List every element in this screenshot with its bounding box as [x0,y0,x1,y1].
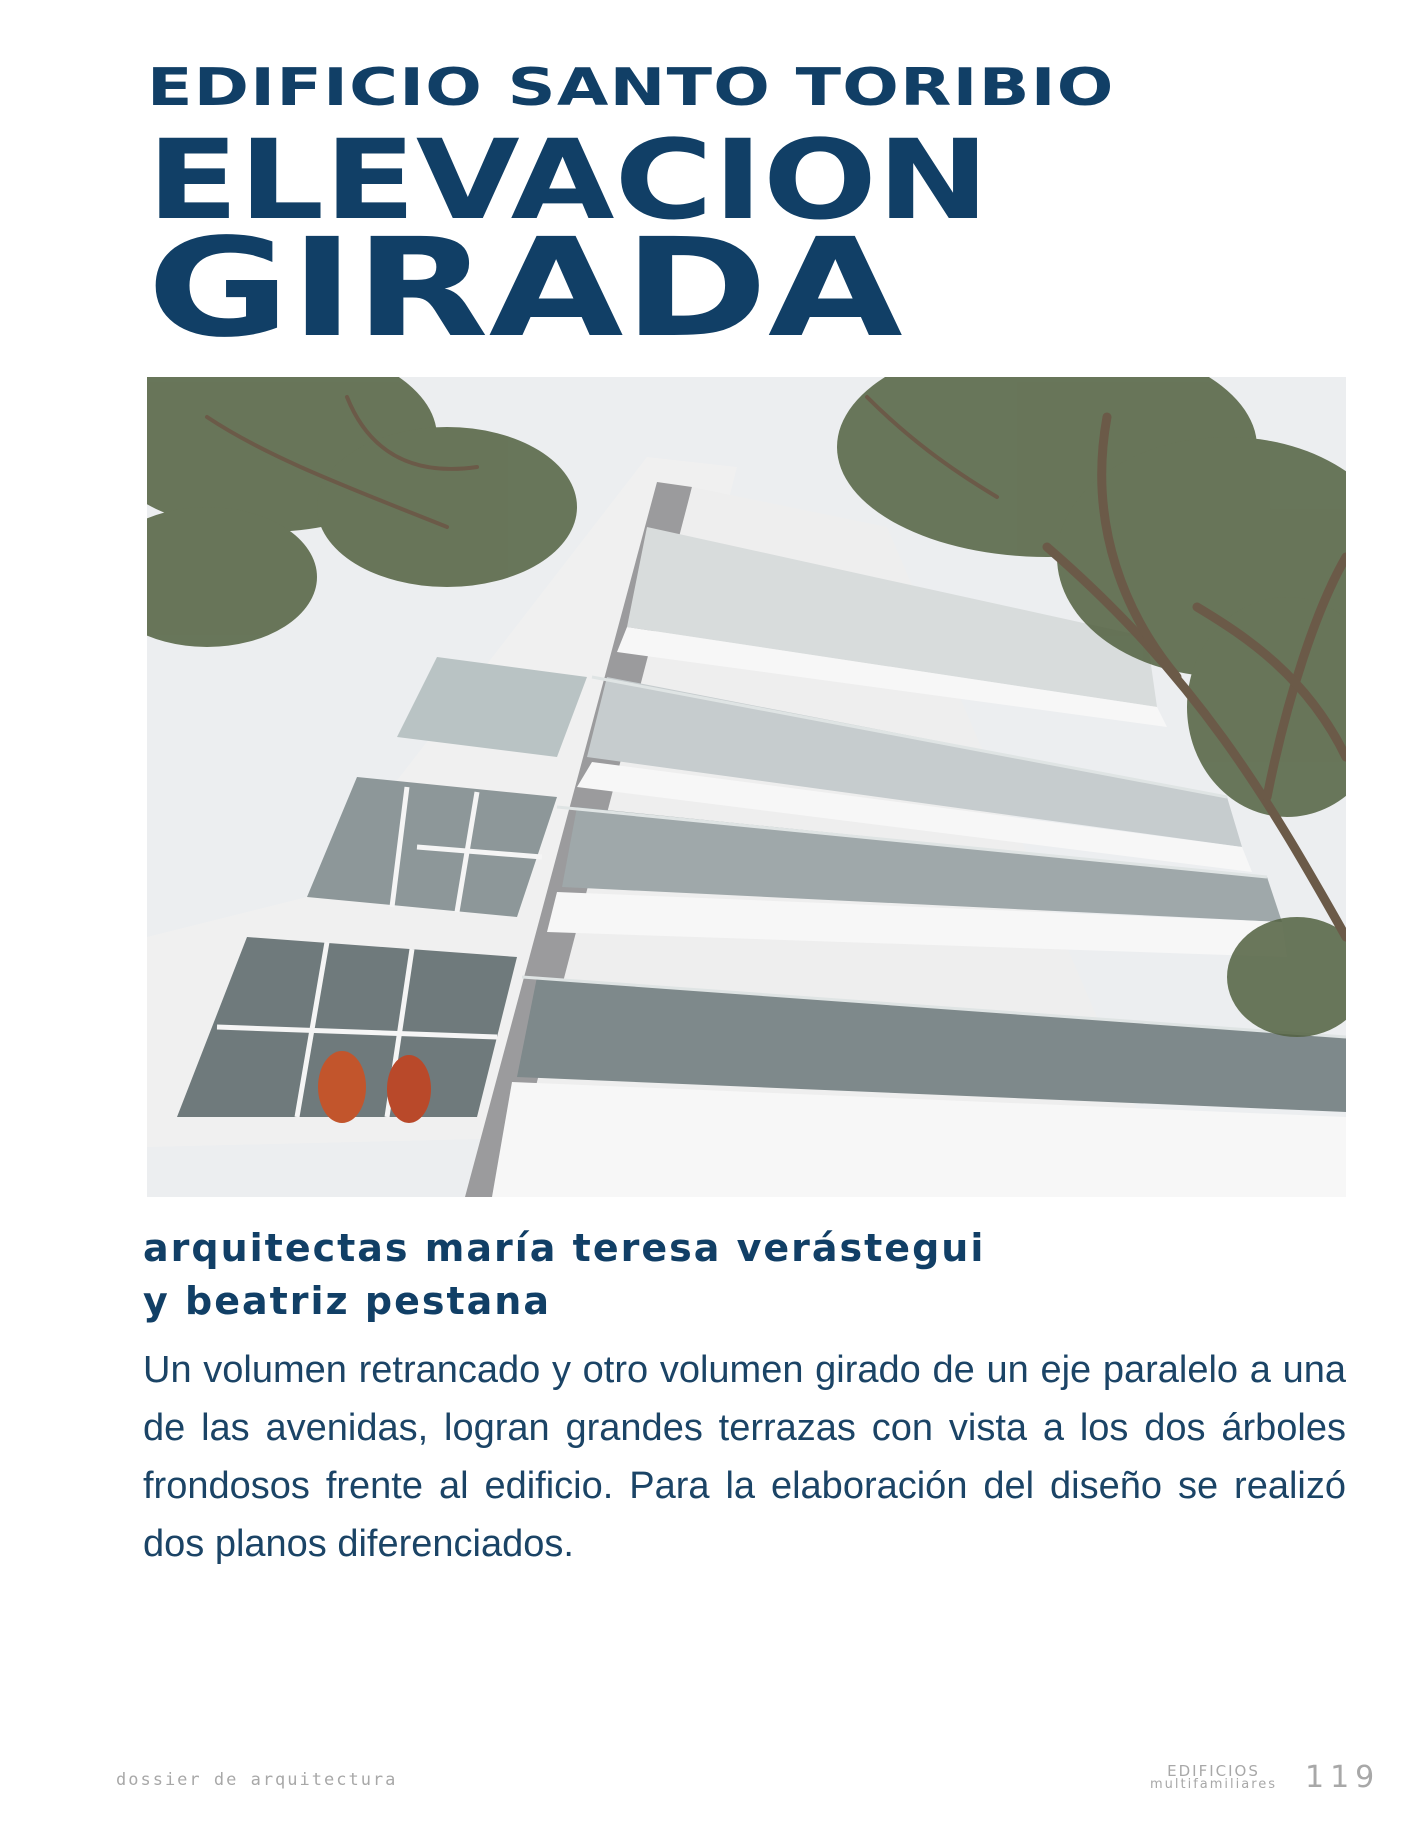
title-block [147,58,1347,368]
authors-line1: arquitectas maría teresa verástegui [143,1226,986,1270]
building-photo [147,377,1346,1197]
building-name: EDIFICIO SANTO TORIBIO [147,58,1115,118]
description-paragraph: Un volumen retrancado y otro volumen girado de un eje paralelo a una de las avenidas, logran grandes terrazas con vista a los dos árboles frondosos frente al edificio. Para la elaboración del diseño se realizó dos planos diferenciados. [143,1349,1346,1565]
page-title-line1: ELEVACION [147,116,990,244]
authors-line2: y beatriz pestana [143,1279,551,1323]
section-line1: EDIFICIOS [1167,1762,1260,1780]
page-number: 119 [1305,1760,1381,1795]
page-title-line2: GIRADA [147,210,903,368]
authors-heading [143,1222,1353,1328]
section-logo [1150,1764,1277,1792]
section-line2: multifamiliares [1150,1777,1278,1792]
publication-name: dossier de arquitectura [116,1770,398,1790]
